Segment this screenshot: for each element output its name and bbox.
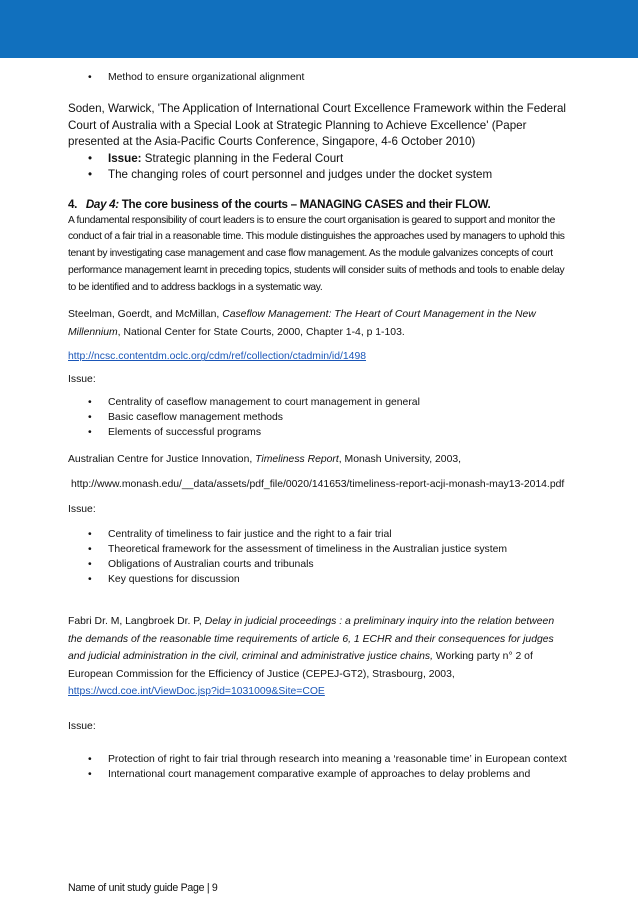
list-item: • Protection of right to fair trial through research into meaning a ‘reasonable time’ in European context bbox=[68, 752, 568, 767]
top-bullet-list bbox=[68, 70, 568, 85]
page-content bbox=[68, 70, 568, 782]
issue-heading: Issue: bbox=[68, 504, 96, 516]
publisher: Australian Centre for Justice Innovation, bbox=[68, 454, 253, 466]
steelman-link-line bbox=[68, 349, 568, 364]
list-item: • Basic caseflow management methods bbox=[68, 410, 568, 425]
authors: Steelman, Goerdt, and McMillan, bbox=[68, 309, 220, 321]
fabri-reference bbox=[68, 613, 568, 701]
list-item: • Elements of successful programs bbox=[68, 425, 568, 440]
acji-bullets bbox=[68, 527, 568, 587]
list-item: • Key questions for discussion bbox=[68, 572, 568, 587]
page-footer: Name of unit study guide Page | 9 bbox=[68, 882, 218, 894]
section-4-heading bbox=[68, 196, 568, 213]
publication-details: Working party n° 2 of European Commission for the Efficiency of Justice (CEPEJ-GT2), Strasbourg, 2003, bbox=[68, 651, 533, 680]
acji-url: http://www.monash.edu/__data/assets/pdf_file/0020/141653/timeliness-report-acji-monash-may13-2014.pdf bbox=[71, 479, 565, 491]
list-item: • International court management comparative example of approaches to delay problems and bbox=[68, 767, 568, 782]
section-number: 4. bbox=[68, 197, 78, 211]
work-title: Timeliness Report bbox=[255, 454, 339, 466]
issue-label: Issue: bbox=[108, 151, 142, 165]
list-item: • Centrality of caseflow management to court management in general bbox=[68, 395, 568, 410]
work-title: Delay in judicial proceedings : a preliminary inquiry into the relation between the demands of the reasonable time requirements of article 6, 1 ECHR and their consequences for judges and judicial administration in the civil, criminal and administrative justice chains, bbox=[68, 616, 555, 663]
authors: Fabri Dr. M, Langbroek Dr. P, bbox=[68, 616, 202, 628]
steelman-link[interactable]: http://ncsc.contentdm.oclc.org/cdm/ref/collection/ctadmin/id/1498 bbox=[68, 351, 367, 363]
issue-heading: Issue: bbox=[68, 720, 96, 732]
work-title: Caseflow Management: The Heart of Court Management in the New Millennium bbox=[68, 309, 536, 338]
list-item: • Method to ensure organizational alignment bbox=[68, 70, 568, 85]
steelman-reference bbox=[68, 306, 568, 341]
publication-details: , Monash University, 2003, bbox=[338, 454, 462, 466]
list-item: • Obligations of Australian courts and tribunals bbox=[68, 557, 568, 572]
fabri-bullets bbox=[68, 752, 568, 782]
section-4-body: A fundamental responsibility of court leaders is to ensure the court organisation is geared to support and monitor the conduct of a fair trial in a reasonable time. This module distinguishes the approaches used by managers to uphold this tenant by investigating case management and case flow management. As the module galvanizes concepts of court performance management learnt in preceding topics, students will consider suits of methods and tools to enable delay to be identified and to address backlogs in a systematic way. bbox=[68, 214, 565, 293]
list-item: • Centrality of timeliness to fair justice and the right to a fair trial bbox=[68, 527, 568, 542]
soden-reference: Soden, Warwick, 'The Application of International Court Excellence Framework within the Federal Court of Australia with a Special Look at Strategic Planning to Achieve Excellence' (Paper presented at the Asia-Pacific Courts Conference, Singapore, 4-6 October 2010) bbox=[68, 102, 566, 148]
header-bar bbox=[0, 0, 638, 58]
list-item bbox=[68, 151, 568, 168]
publication-details: , National Center for State Courts, 2000, Chapter 1-4, p 1-103. bbox=[117, 326, 405, 338]
fabri-link[interactable]: https://wcd.coe.int/ViewDoc.jsp?id=1031009&Site=COE bbox=[68, 686, 325, 698]
list-item: • Theoretical framework for the assessment of timeliness in the Australian justice system bbox=[68, 542, 568, 557]
section-title: The core business of the courts – MANAGING CASES and their FLOW. bbox=[121, 197, 491, 211]
list-item: • The changing roles of court personnel and judges under the docket system bbox=[68, 167, 568, 184]
steelman-bullets bbox=[68, 395, 568, 440]
soden-bullets bbox=[68, 151, 568, 184]
issue-heading: Issue: bbox=[68, 374, 96, 386]
section-day: Day 4: bbox=[85, 197, 119, 211]
acji-reference bbox=[68, 452, 568, 467]
issue-text: Strategic planning in the Federal Court bbox=[144, 151, 344, 165]
